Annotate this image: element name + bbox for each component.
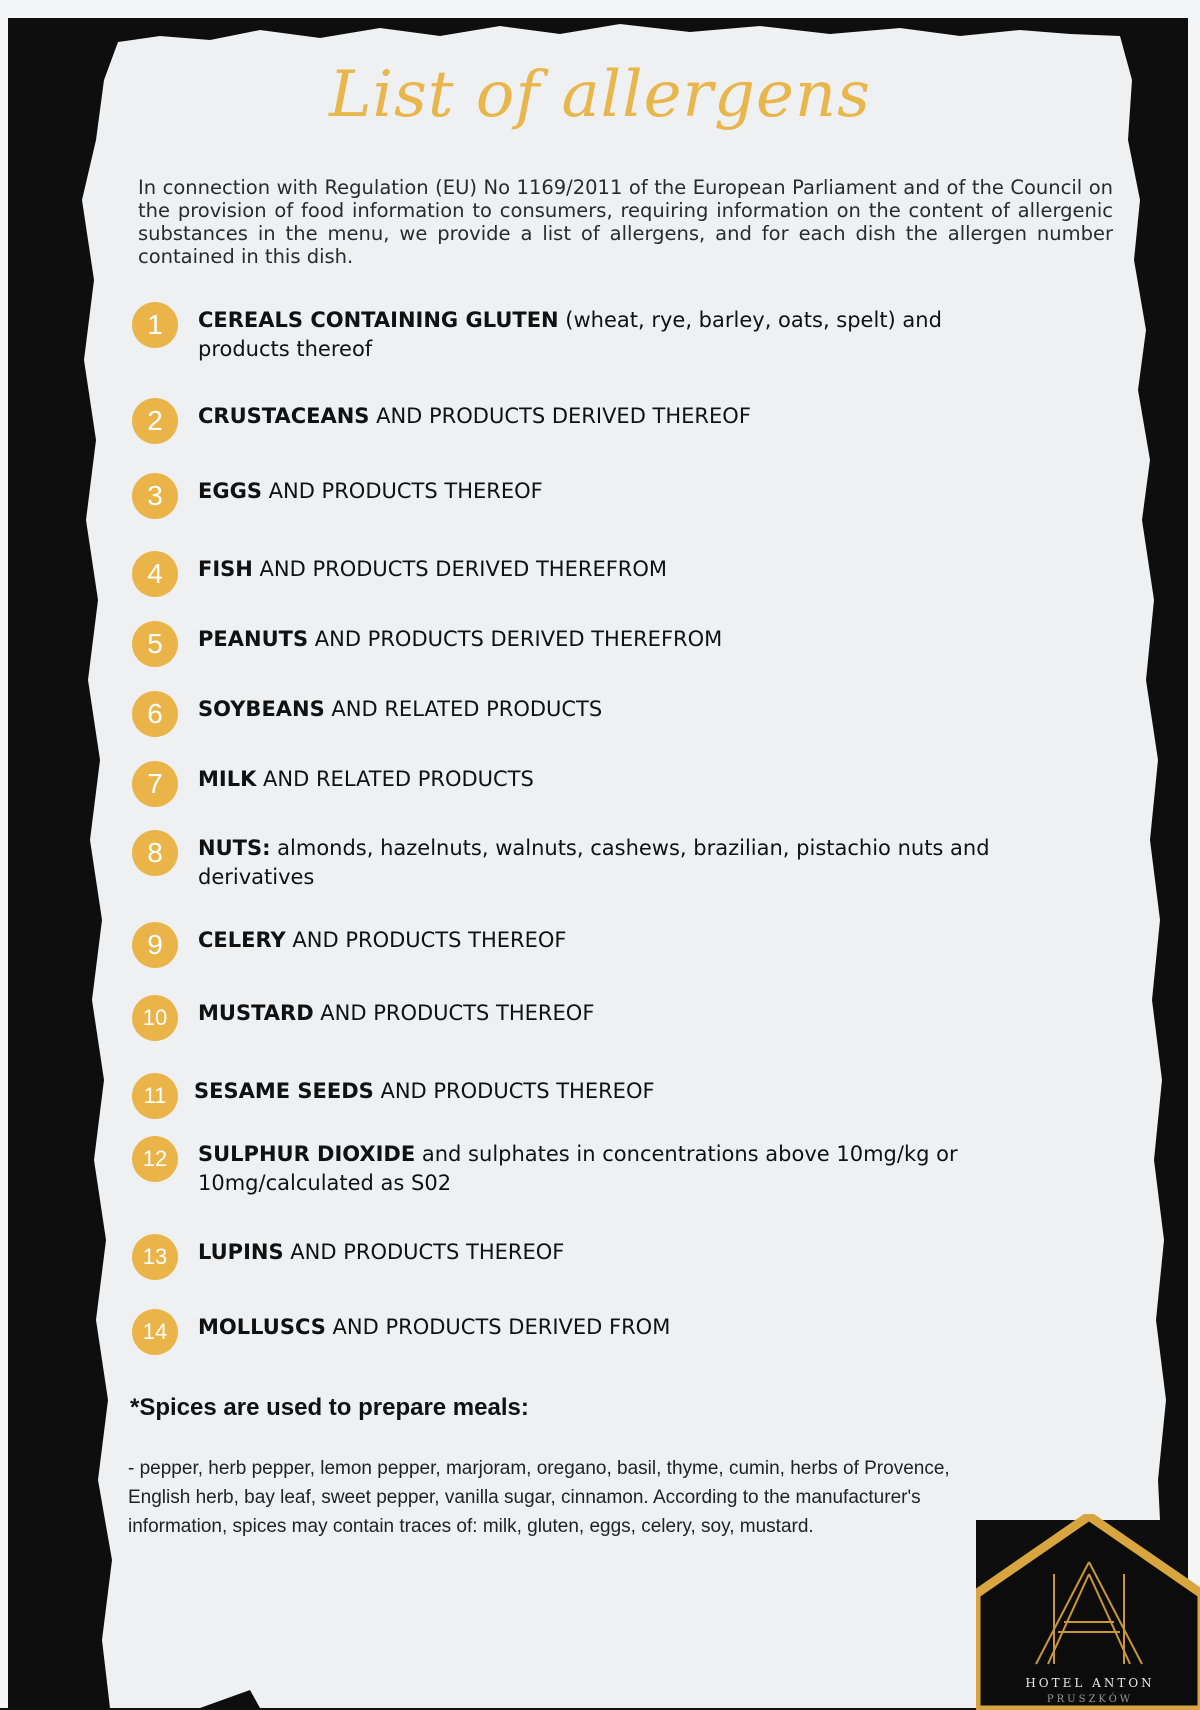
allergen-name: EGGS bbox=[198, 479, 262, 503]
allergen-text bbox=[198, 765, 534, 794]
allergen-item-8 bbox=[132, 834, 1012, 892]
allergen-item-1 bbox=[132, 306, 1012, 364]
allergen-item-4 bbox=[132, 555, 1012, 597]
allergen-text bbox=[194, 1077, 655, 1106]
allergen-text bbox=[198, 477, 543, 506]
allergen-name: CEREALS CONTAINING GLUTEN bbox=[198, 308, 559, 332]
allergen-name: CELERY bbox=[198, 928, 286, 952]
allergen-detail: AND PRODUCTS DERIVED THEREFROM bbox=[252, 557, 668, 581]
allergen-detail: AND PRODUCTS THEREOF bbox=[261, 479, 543, 503]
allergen-number-badge: 11 bbox=[132, 1073, 178, 1119]
allergen-number-badge: 13 bbox=[132, 1234, 178, 1280]
allergen-text bbox=[198, 999, 594, 1028]
allergen-text bbox=[198, 834, 1012, 892]
allergen-number-badge: 6 bbox=[132, 691, 178, 737]
allergen-item-12 bbox=[132, 1140, 1012, 1198]
allergen-number-badge: 10 bbox=[132, 995, 178, 1041]
allergen-text bbox=[198, 695, 602, 724]
allergen-item-3 bbox=[132, 477, 1012, 519]
allergen-item-7 bbox=[132, 765, 1012, 807]
allergen-number-badge: 5 bbox=[132, 621, 178, 667]
allergen-text bbox=[198, 402, 751, 431]
allergen-name: SULPHUR DIOXIDE bbox=[198, 1142, 416, 1166]
allergen-name: SOYBEANS bbox=[198, 697, 325, 721]
intro-paragraph: In connection with Regulation (EU) No 1169/2011 of the European Parliament and of the Council on the provision of food information to consumers, requiring information on the content of allergenic substances in the menu, we provide a list of allergens, and for each dish the allergen number contained in this dish. bbox=[138, 176, 1113, 268]
spices-paragraph: - pepper, herb pepper, lemon pepper, marjoram, oregano, basil, thyme, cumin, herbs of Provence, English herb, bay leaf, sweet pepper, vanilla sugar, cinnamon. According to the manufacturer's information, spices may contain traces of: milk, gluten, eggs, celery, soy, mustard. bbox=[128, 1458, 950, 1537]
allergen-number-badge: 12 bbox=[132, 1136, 178, 1182]
allergen-text bbox=[198, 1140, 1012, 1198]
allergen-number-badge: 4 bbox=[132, 551, 178, 597]
page-title: List of allergens bbox=[329, 58, 871, 132]
allergen-item-10 bbox=[132, 999, 1012, 1041]
allergen-text bbox=[198, 625, 722, 654]
allergen-text bbox=[198, 1313, 670, 1342]
allergen-detail: (wheat, rye, barley, oats, spelt) and products thereof bbox=[198, 308, 942, 361]
allergen-detail: AND PRODUCTS THEREOF bbox=[373, 1079, 655, 1103]
allergen-number-badge: 7 bbox=[132, 761, 178, 807]
allergen-name: MUSTARD bbox=[198, 1001, 314, 1025]
allergen-text bbox=[198, 555, 667, 584]
allergen-number-badge: 2 bbox=[132, 398, 178, 444]
logo-name: HOTEL ANTON bbox=[1025, 1676, 1155, 1690]
allergen-name: LUPINS bbox=[198, 1240, 284, 1264]
allergen-number-badge: 9 bbox=[132, 922, 178, 968]
allergen-number-badge: 1 bbox=[132, 302, 178, 348]
allergen-name: FISH bbox=[198, 557, 253, 581]
allergen-name: NUTS: bbox=[198, 836, 271, 860]
allergen-name: MILK bbox=[198, 767, 257, 791]
allergen-item-14 bbox=[132, 1313, 1012, 1355]
allergen-name: MOLLUSCS bbox=[198, 1315, 326, 1339]
allergen-name: SESAME SEEDS bbox=[194, 1079, 374, 1103]
allergen-text bbox=[198, 926, 567, 955]
allergen-detail: AND PRODUCTS DERIVED THEREOF bbox=[369, 404, 751, 428]
logo-city: PRUSZKÓW bbox=[1046, 1694, 1134, 1705]
allergen-number-badge: 14 bbox=[132, 1309, 178, 1355]
allergen-item-9 bbox=[132, 926, 1012, 968]
allergen-detail: and sulphates in concentrations above 10mg/kg or 10mg/calculated as S02 bbox=[198, 1142, 958, 1195]
allergen-detail: AND PRODUCTS DERIVED THEREFROM bbox=[308, 627, 723, 651]
allergen-detail: AND PRODUCTS THEREOF bbox=[285, 928, 567, 952]
allergen-text bbox=[198, 306, 1012, 364]
allergen-detail: AND PRODUCTS THEREOF bbox=[313, 1001, 595, 1025]
allergen-detail: AND PRODUCTS THEREOF bbox=[283, 1240, 565, 1264]
allergen-detail: AND PRODUCTS DERIVED FROM bbox=[325, 1315, 671, 1339]
allergen-number-badge: 3 bbox=[132, 473, 178, 519]
allergen-detail: AND RELATED PRODUCTS bbox=[256, 767, 534, 791]
allergen-item-5 bbox=[132, 625, 1012, 667]
allergen-name: CRUSTACEANS bbox=[198, 404, 370, 428]
allergen-item-2 bbox=[132, 402, 1012, 444]
allergen-item-11 bbox=[132, 1077, 1012, 1119]
allergen-detail: almonds, hazelnuts, walnuts, cashews, brazilian, pistachio nuts and derivatives bbox=[198, 836, 990, 889]
allergen-number-badge: 8 bbox=[132, 830, 178, 876]
allergen-item-13 bbox=[132, 1238, 1012, 1280]
allergen-item-6 bbox=[132, 695, 1012, 737]
spices-heading: *Spices are used to prepare meals: bbox=[130, 1394, 529, 1421]
allergen-detail: AND RELATED PRODUCTS bbox=[324, 697, 603, 721]
allergen-name: PEANUTS bbox=[198, 627, 309, 651]
allergen-text bbox=[198, 1238, 564, 1267]
